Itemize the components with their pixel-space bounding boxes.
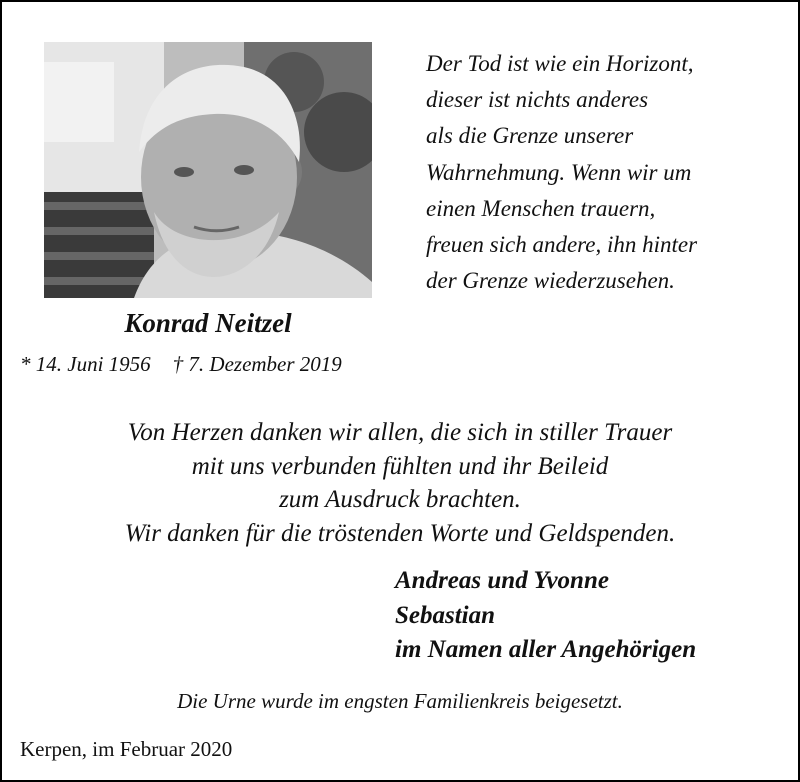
thanks-line: mit uns verbunden fühlten und ihr Beileid: [191, 452, 609, 480]
quote-line: dieser ist nichts anderes: [426, 87, 649, 113]
thanks-text: [2, 416, 798, 550]
quote-line: einen Menschen trauern,: [426, 195, 656, 221]
portrait-photo: [44, 42, 372, 298]
thanks-line: zum Ausdruck brachten.: [279, 486, 521, 513]
thanks-line: Wir danken für die tröstenden Worte und Geldspenden.: [124, 519, 676, 547]
memorial-quote: [426, 46, 786, 299]
life-dates: [20, 352, 400, 377]
urn-note: Die Urne wurde im engsten Familienkreis beigesetzt.: [177, 689, 623, 713]
signer-line: Andreas und Yvonne: [395, 567, 609, 594]
birth-date: * 14. Juni 1956: [20, 352, 151, 376]
signer-line: im Namen aller Angehörigen: [395, 636, 697, 663]
signer-line: Sebastian: [395, 601, 496, 629]
quote-line: der Grenze wiederzusehen.: [426, 268, 675, 294]
quote-line: Der Tod ist wie ein Horizont,: [426, 51, 694, 76]
place-date: Kerpen, im Februar 2020: [20, 737, 233, 761]
quote-line: als die Grenze unserer: [426, 123, 634, 149]
deceased-name: Konrad Neitzel: [124, 308, 292, 338]
signers-block: [395, 564, 785, 668]
thanks-line: Von Herzen danken wir allen, die sich in stiller Trauer: [127, 419, 673, 446]
quote-line: Wahrnehmung. Wenn wir um: [426, 159, 692, 185]
death-date: † 7. Dezember 2019: [172, 352, 342, 376]
quote-line: freuen sich andere, ihn hinter: [426, 232, 698, 258]
